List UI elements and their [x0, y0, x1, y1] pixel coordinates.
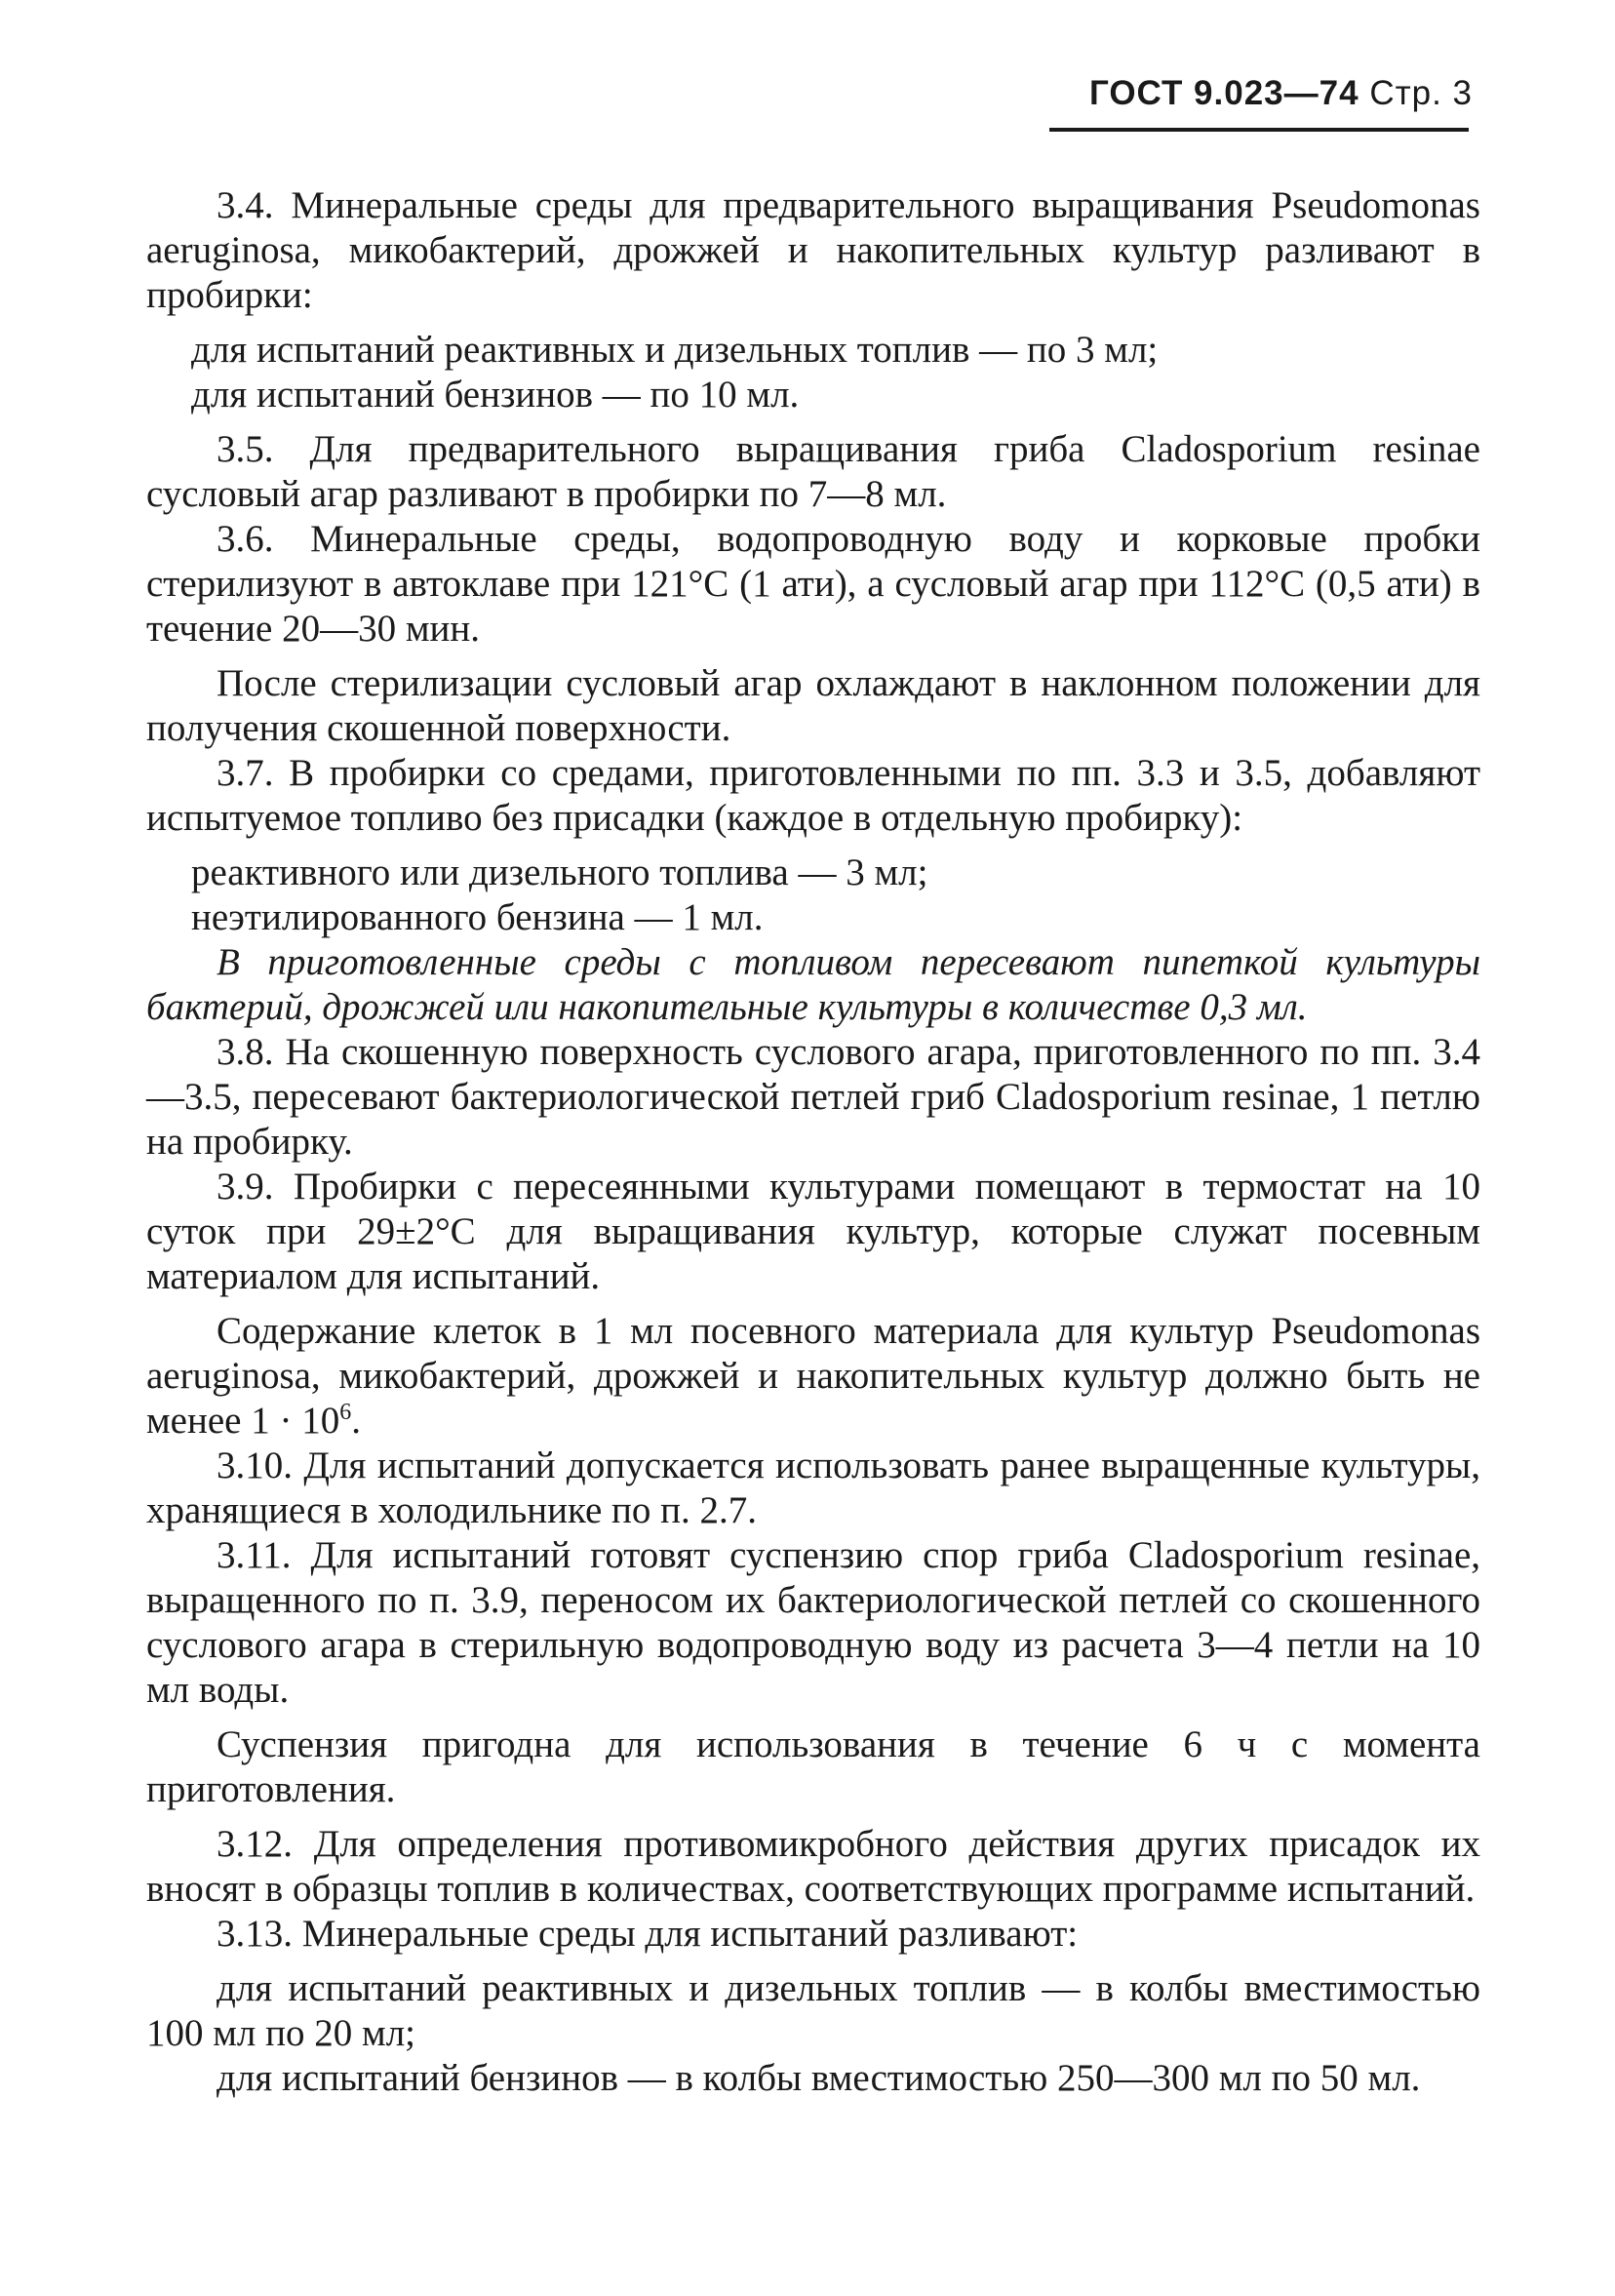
- paragraph-3-4-item-1: для испытаний реактивных и дизельных топлив — по 3 мл;: [191, 329, 1159, 371]
- paragraph-3-7-item-1: реактивного или дизельного топлива — 3 мл;: [191, 851, 928, 893]
- paragraph-3-7-note: В приготовленные среды с топливом пересевают пипеткой культуры бактерий, дрожжей или накопительные культуры в количестве 0,3 мл.: [146, 941, 1480, 1028]
- paragraph-3-4: 3.4. Минеральные среды для предварительного выращивания Pseudomonas aeruginosa, микобактерий, дрожжей и накопительных культур разливают в пробирки:: [146, 184, 1480, 316]
- paragraph-3-9: 3.9. Пробирки с пересеянными культурами помещают в термостат на 10 суток при 29±2°С для выращивания культур, которые служат посевным материалом для испытаний.: [146, 1166, 1480, 1297]
- paragraph-3-13-item-2: для испытаний бензинов — в колбы вместимостью 250—300 мл по 50 мл.: [217, 2057, 1421, 2099]
- paragraph-3-11: 3.11. Для испытаний готовят суспензию спор гриба Cladosporium resinae, выращенного по п. 3.9, переносом их бактериологической петлей со скошенного суслового агара в стерильную водопроводную воду из расчета 3—4 петли на 10 мл воды.: [146, 1534, 1480, 1711]
- paragraph-3-9-note-end: .: [351, 1400, 361, 1442]
- exponent: 6: [339, 1400, 352, 1425]
- paragraph-3-7: 3.7. В пробирки со средами, приготовленными по пп. 3.3 и 3.5, добавляют испытуемое топливо без присадки (каждое в отдельную пробирку):: [146, 752, 1480, 839]
- paragraph-3-11-note: Суспензия пригодна для использования в течение 6 ч с момента приготовления.: [146, 1723, 1480, 1810]
- paragraph-3-12: 3.12. Для определения противомикробного действия других присадок их вносят в образцы топлив в количествах, соответствующих программе испытаний.: [146, 1823, 1480, 1910]
- document-body: [146, 183, 1480, 2101]
- paragraph-3-5: 3.5. Для предварительного выращивания гриба Cladosporium resinae сусловый агар разливают в пробирки по 7—8 мл.: [146, 428, 1480, 515]
- paragraph-3-13-item-1: для испытаний реактивных и дизельных топлив — в колбы вместимостью 100 мл по 20 мл;: [146, 1967, 1480, 2054]
- paragraph-3-10: 3.10. Для испытаний допускается использовать ранее выращенные культуры, хранящиеся в холодильнике по п. 2.7.: [146, 1445, 1480, 1531]
- paragraph-3-6-note: После стерилизации сусловый агар охлаждают в наклонном положении для получения скошенной поверхности.: [146, 662, 1480, 749]
- paragraph-3-6: 3.6. Минеральные среды, водопроводную воду и корковые пробки стерилизуют в автоклаве при 121°С (1 ати), а сусловый агар при 112°С (0,5 ати) в течение 20—30 мин.: [146, 518, 1480, 650]
- paragraph-3-9-note-text: Содержание клеток в 1 мл посевного материала для культур Pseudomonas aeruginosa, микобактерий, дрожжей и накопительных культур должно быть не менее 1 · 10: [146, 1310, 1480, 1442]
- page-number: Стр. 3: [1369, 74, 1473, 112]
- paragraph-3-7-item-2: неэтилированного бензина — 1 мл.: [191, 896, 764, 938]
- paragraph-3-4-item-2: для испытаний бензинов — по 10 мл.: [191, 374, 800, 416]
- paragraph-3-8: 3.8. На скошенную поверхность суслового агара, приготовленного по пп. 3.4—3.5, пересевают бактериологической петлей гриб Cladosporium resinae, 1 петлю на пробирку.: [146, 1031, 1480, 1163]
- paragraph-3-9-note: [146, 1309, 1480, 1444]
- header-rule: [1049, 128, 1469, 132]
- paragraph-3-13: 3.13. Минеральные среды для испытаний разливают:: [217, 1913, 1079, 1955]
- page-header: [1063, 74, 1473, 113]
- standard-number: ГОСТ 9.023—74: [1088, 74, 1359, 112]
